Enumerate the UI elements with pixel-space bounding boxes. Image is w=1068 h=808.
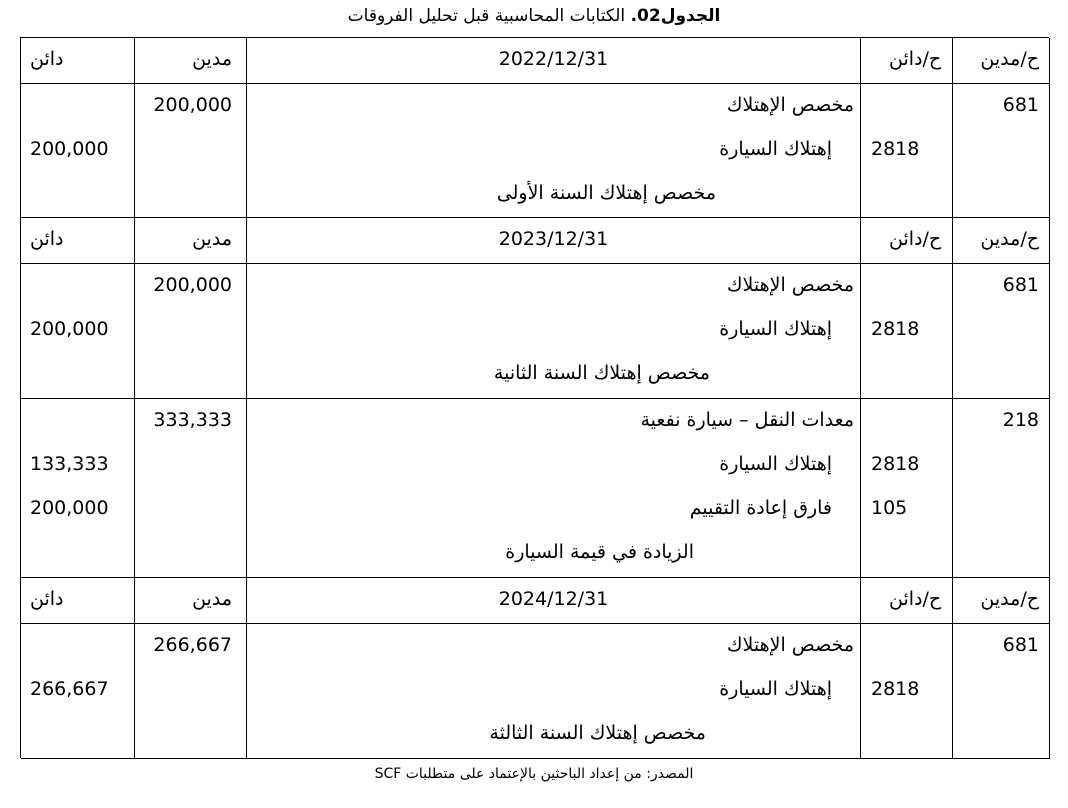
journal-table [20,37,1049,758]
credit-amount: 200,000 [30,138,109,160]
caption-title: الكتابات المحاسبية قبل تحليل الفروقات [347,6,626,26]
debit-account-name: مخصص الإهتلاك [726,94,854,116]
debit-account-number: 681 [1002,94,1039,116]
credit-account-number: 2818 [871,678,920,700]
credit-account-number: 105 [871,497,908,519]
header-row-2024 [21,578,1049,624]
debit-account-number: 681 [1002,634,1039,656]
journal-entry-2023-depreciation [21,264,1049,399]
credit-account-number: 2818 [871,138,920,160]
credit-account-name: إهتلاك السيارة [719,138,832,160]
entry-description: مخصص إهتلاك السنة الأولى [496,182,716,204]
date-header: 2023/12/31 [498,228,609,250]
credit-amount: 133,333 [30,453,109,475]
header-row-2022 [21,38,1049,84]
debit-account-name: معدات النقل – سيارة نفعية [640,409,854,431]
debit-account-name: مخصص الإهتلاك [726,274,854,296]
credit-amount: 200,000 [30,318,109,340]
debit-account-name: مخصص الإهتلاك [726,634,854,656]
credit-header: دائن [30,588,64,610]
header-row-2023 [21,218,1049,264]
debit-account-number: 218 [1002,409,1039,431]
credit-header: دائن [30,48,64,70]
journal-entry-2023-revaluation [21,399,1049,578]
debit-header: مدين [192,48,232,70]
credit-account-name: إهتلاك السيارة [719,453,832,475]
debit-account-header: ح/مدين [980,588,1039,610]
credit-account-name: إهتلاك السيارة [719,678,832,700]
credit-amount: 266,667 [30,678,109,700]
debit-amount: 266,667 [153,634,232,656]
debit-header: مدين [192,588,232,610]
date-header: 2022/12/31 [498,48,609,70]
credit-account-number: 2818 [871,318,920,340]
date-header: 2024/12/31 [498,588,609,610]
journal-entry-2022 [21,84,1049,218]
debit-amount: 333,333 [153,409,232,431]
debit-account-header: ح/مدين [980,48,1039,70]
entry-description: الزيادة في قيمة السيارة [505,541,694,563]
credit-header: دائن [30,228,64,250]
credit-account-header: ح/دائن [889,588,942,610]
caption-label: الجدول02. [630,6,721,26]
credit-account-name: فارق إعادة التقييم [689,497,832,519]
debit-account-number: 681 [1002,274,1039,296]
credit-amount: 200,000 [30,497,109,519]
debit-header: مدين [192,228,232,250]
credit-account-number: 2818 [871,453,920,475]
credit-account-header: ح/دائن [889,228,942,250]
entry-description: مخصص إهتلاك السنة الثانية [493,362,710,384]
credit-account-header: ح/دائن [889,48,942,70]
table-caption [0,6,1068,26]
debit-amount: 200,000 [153,274,232,296]
debit-account-header: ح/مدين [980,228,1039,250]
journal-entry-2024 [21,624,1049,759]
entry-description: مخصص إهتلاك السنة الثالثة [489,722,706,744]
debit-amount: 200,000 [153,94,232,116]
credit-account-name: إهتلاك السيارة [719,318,832,340]
table-source-note: المصدر: من إعداد الباحثين بالإعتماد على متطلبات SCF [374,766,694,782]
